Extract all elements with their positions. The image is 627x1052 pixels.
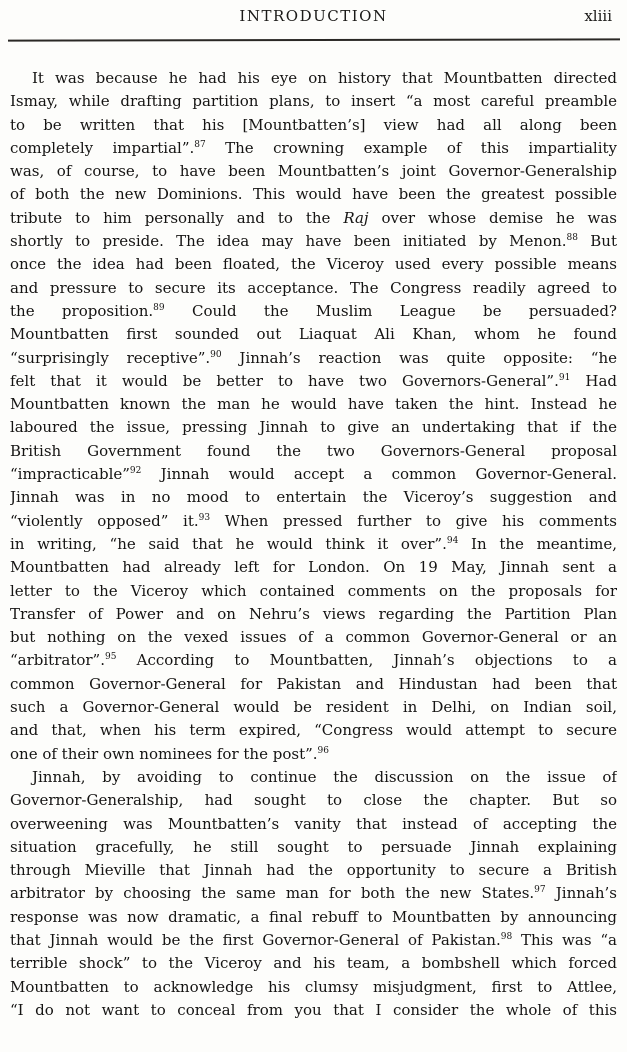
footnote-reference: 95 <box>105 652 117 663</box>
header-rule <box>8 38 620 41</box>
page-header <box>0 7 627 31</box>
text-line: Mountbatten known the man he would have taken the hint. Instead he <box>10 395 617 414</box>
footnote-reference: 94 <box>446 535 459 546</box>
text-line: was, of course, to have been Mountbatten’s joint Governor-Generalship <box>10 162 617 181</box>
text-line: the proposition.$^{89}$ Could the Muslim League be persuaded? <box>10 301 617 320</box>
text-line: response was now dramatic, a final rebuff to Mountbatten by announcing <box>10 907 617 926</box>
footnote-reference: 97 <box>534 885 546 896</box>
text-line: of both the new Dominions. This would have been the greatest possible <box>10 185 617 204</box>
text-line: British Government found the two Governors-General proposal <box>10 441 617 460</box>
text-line: but nothing on the vexed issues of a common Governor-General or an <box>10 628 617 647</box>
footnote-reference: 96 <box>317 745 329 756</box>
text-line: It was because he had his eye on history that Mountbatten directed <box>32 69 617 87</box>
paragraph <box>10 766 617 1022</box>
text-line: Mountbatten first sounded out Liaquat Ali Khan, whom he found <box>10 325 617 344</box>
footnote-reference: 98 <box>500 931 513 942</box>
text-line: one of their own nominees for the post”.$^{96}$ <box>10 744 329 763</box>
text-line: shortly to preside. The idea may have been initiated by Menon.$^{88}$ But <box>10 232 617 251</box>
page-body <box>10 67 617 1022</box>
page-number: xliii <box>584 7 612 25</box>
text-line: in writing, “he said that he would think it over”.$^{94}$ In the meantime, <box>10 534 617 553</box>
text-line: such a Governor-General would be resident in Delhi, on Indian soil, <box>10 698 617 717</box>
footnote-reference: 87 <box>194 139 206 150</box>
text-line: “impracticable”$^{92}$ Jinnah would accept a common Governor-General. <box>10 465 617 484</box>
text-line: Jinnah, by avoiding to continue the discussion on the issue of <box>32 767 617 786</box>
text-line: Mountbatten had already left for London. On 19 May, Jinnah sent a <box>10 558 617 577</box>
paragraph <box>10 67 617 766</box>
text-line: common Governor-General for Pakistan and Hindustan had been that <box>10 674 617 693</box>
text-line: “surprisingly receptive”.$^{90}$ Jinnah’s reaction was quite opposite: “he <box>10 348 617 367</box>
footnote-reference: 91 <box>558 372 571 383</box>
text-line: and pressure to secure its acceptance. The Congress readily agreed to <box>10 278 617 297</box>
footnote-reference: 88 <box>566 233 578 244</box>
text-line: Governor-Generalship, had sought to close the chapter. But so <box>10 791 617 810</box>
text-line: to be written that his [Mountbatten’s] view had all along been <box>10 115 617 134</box>
text-line: “arbitrator”.$^{95}$ According to Mountbatten, Jinnah’s objections to a <box>10 651 617 670</box>
text-line: Ismay, while drafting partition plans, to insert “a most careful preamble <box>10 92 617 111</box>
text-line: through Mieville that Jinnah had the opportunity to secure a British <box>10 861 617 880</box>
text-line: terrible shock” to the Viceroy and his team, a bombshell which forced <box>10 954 617 973</box>
text-line: “violently opposed” it.$^{93}$ When pressed further to give his comments <box>10 511 617 530</box>
text-line: Jinnah was in no mood to entertain the Viceroy’s suggestion and <box>10 488 617 507</box>
text-line: Mountbatten to acknowledge his clumsy misjudgment, first to Attlee, <box>10 977 617 996</box>
text-line: Transfer of Power and on Nehru’s views regarding the Partition Plan <box>10 604 617 623</box>
text-line: and that, when his term expired, “Congress would attempt to secure <box>10 721 617 740</box>
text-line: tribute to him personally and to the Raj over whose demise he was <box>10 208 617 227</box>
text-line: that Jinnah would be the first Governor-General of Pakistan.$^{98}$ This was “a <box>10 930 617 949</box>
footnote-reference: 92 <box>129 466 142 477</box>
text-line: arbitrator by choosing the same man for both the new States.$^{97}$ Jinnah’s <box>10 884 617 903</box>
text-line: laboured the issue, pressing Jinnah to give an undertaking that if the <box>10 418 617 437</box>
footnote-reference: 89 <box>153 302 165 313</box>
text-line: felt that it would be better to have two Governors-General”.$^{91}$ Had <box>10 371 617 390</box>
text-line: completely impartial”.$^{87}$ The crowning example of this impartiality <box>10 138 617 157</box>
text-line: “I do not want to conceal from you that I consider the whole of this <box>10 1000 617 1019</box>
footnote-reference: 90 <box>210 349 222 360</box>
text-line: overweening was Mountbatten’s vanity that instead of accepting the <box>10 814 617 833</box>
italic-text: Raj <box>343 208 369 227</box>
text-line: letter to the Viceroy which contained comments on the proposals for <box>10 581 617 600</box>
footnote-reference: 93 <box>198 512 211 523</box>
page-header-title: INTRODUCTION <box>239 7 388 25</box>
text-line: once the idea had been floated, the Viceroy used every possible means <box>10 255 617 274</box>
text-line: situation gracefully, he still sought to persuade Jinnah explaining <box>10 837 617 856</box>
